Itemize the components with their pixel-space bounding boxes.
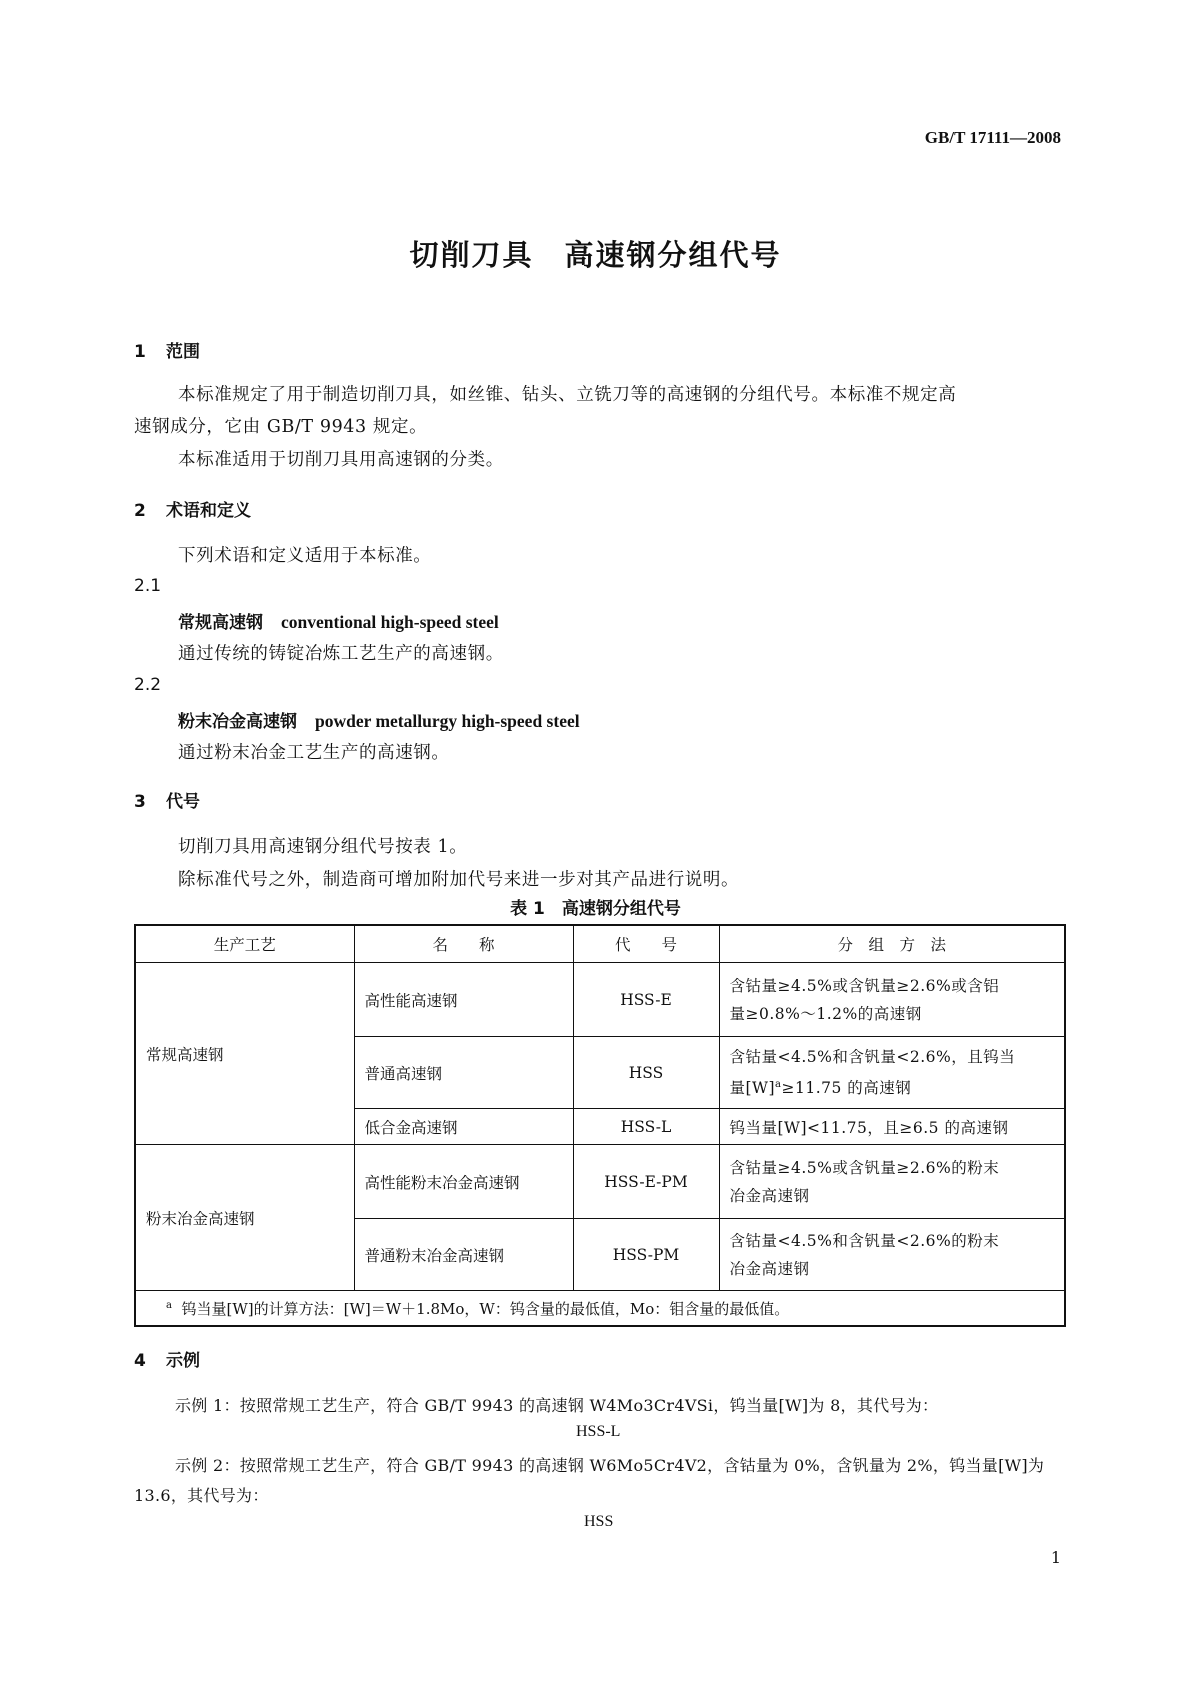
standard-number: GB/T 17111—2008 [924, 128, 1061, 147]
method-line: 含钴量≥4.5%或含钒量≥2.6%或含铝 [729, 976, 1000, 995]
method-cell: 钨当量[W]<11.75，且≥6.5 的高速钢 [719, 1109, 1065, 1145]
method-text: 量[W] [729, 1079, 776, 1098]
code-cell: HSS-E [573, 963, 719, 1037]
method-line: 含钴量≥4.5%或含钒量≥2.6%的粉末 [729, 1158, 1000, 1177]
section-number: 4 [134, 1351, 146, 1371]
name-cell: 低合金高速钢 [354, 1109, 573, 1145]
name-cell: 高性能高速钢 [354, 963, 573, 1037]
method-line [730, 1071, 1055, 1102]
table-footnote [135, 1291, 1065, 1327]
term-number-2-2: 2.2 [134, 675, 162, 695]
process-cell: 常规高速钢 [135, 963, 354, 1145]
method-cell [719, 963, 1065, 1037]
term-en: powder metallurgy high-speed steel [315, 711, 580, 731]
method-cell [719, 1145, 1065, 1219]
section-title: 代号 [166, 792, 200, 812]
code-cell: HSS [573, 1037, 719, 1109]
method-line: 冶金高速钢 [729, 1259, 810, 1278]
code-paragraph-2: 除标准代号之外，制造商可增加附加代号来进一步对其产品进行说明。 [178, 870, 740, 890]
section-4-heading [134, 1346, 200, 1371]
table-row [135, 1145, 1065, 1219]
scope-paragraph-line2: 速钢成分，它由 GB/T 9943 规定。 [134, 417, 428, 437]
section-title: 示例 [166, 1351, 200, 1371]
page-number: 1 [1050, 1548, 1061, 1567]
section-1-heading [134, 337, 200, 362]
term-zh: 常规高速钢 [178, 613, 263, 633]
section-number: 3 [134, 792, 146, 812]
term-zh: 粉末冶金高速钢 [178, 712, 297, 732]
method-line: 冶金高速钢 [729, 1186, 810, 1205]
example-1-code: HSS-L [576, 1423, 621, 1440]
footnote-ref: a [775, 1078, 782, 1090]
section-title: 范围 [166, 342, 200, 362]
header-process: 生产工艺 [135, 925, 354, 963]
method-line: 量≥0.8%～1.2%的高速钢 [729, 1004, 922, 1023]
scope-paragraph-line1: 本标准规定了用于制造切削刀具，如丝锥、钻头、立铣刀等的高速钢的分组代号。本标准不规定高 [178, 385, 957, 405]
section-number: 2 [134, 501, 146, 521]
process-cell: 粉末冶金高速钢 [135, 1145, 354, 1291]
header-name: 名 称 [354, 925, 573, 963]
example-2-line1: 示例 2：按照常规工艺生产，符合 GB/T 9943 的高速钢 W6Mo5Cr4V2，含钴量为 0%，含钒量为 2%，钨当量[W]为 [175, 1456, 1045, 1475]
section-number: 1 [134, 342, 146, 362]
method-line: 含钴量<4.5%和含钒量<2.6%，且钨当 [729, 1047, 1016, 1066]
code-cell: HSS-E-PM [573, 1145, 719, 1219]
method-cell [719, 1219, 1065, 1291]
name-cell: 普通高速钢 [354, 1037, 573, 1109]
name-cell: 高性能粉末冶金高速钢 [354, 1145, 573, 1219]
example-2-line2: 13.6，其代号为： [134, 1486, 269, 1505]
table-caption: 表 1 高速钢分组代号 [510, 899, 681, 919]
method-text: ≥11.75 的高速钢 [781, 1079, 912, 1098]
example-1: 示例 1：按照常规工艺生产，符合 GB/T 9943 的高速钢 W4Mo3Cr4VSi，钨当量[W]为 8，其代号为： [175, 1396, 939, 1415]
page-title: 切削刀具 高速钢分组代号 [409, 238, 782, 272]
term-en: conventional high-speed steel [281, 612, 499, 632]
term-2-2 [178, 707, 580, 732]
term-2-2-definition: 通过粉末冶金工艺生产的高速钢。 [178, 743, 450, 763]
classification-table [134, 924, 1066, 1327]
section-3-heading [134, 787, 200, 812]
term-2-1 [178, 608, 499, 633]
footnote-text: 钨当量[W]的计算方法：[W]＝W＋1.8Mo，W：钨含量的最低值，Mo：钼含量的最低值。 [181, 1299, 790, 1318]
term-2-1-definition: 通过传统的铸锭冶炼工艺生产的高速钢。 [178, 644, 504, 664]
method-line: 含钴量<4.5%和含钒量<2.6%的粉末 [729, 1231, 1000, 1250]
section-title: 术语和定义 [166, 501, 251, 521]
table-header-row [135, 925, 1065, 963]
method-cell [719, 1037, 1065, 1109]
code-cell: HSS-L [573, 1109, 719, 1145]
header-code: 代 号 [573, 925, 719, 963]
table-footnote-row [135, 1291, 1065, 1327]
header-method: 分 组 方 法 [719, 925, 1065, 963]
table-row [135, 963, 1065, 1037]
code-cell: HSS-PM [573, 1219, 719, 1291]
code-paragraph-1: 切削刀具用高速钢分组代号按表 1。 [178, 837, 468, 857]
example-2-code: HSS [584, 1513, 614, 1530]
footnote-mark: a [166, 1299, 172, 1311]
section-2-heading [134, 496, 251, 521]
terms-intro: 下列术语和定义适用于本标准。 [178, 546, 432, 566]
term-number-2-1: 2.1 [134, 576, 162, 596]
scope-paragraph-2: 本标准适用于切削刀具用高速钢的分类。 [178, 450, 504, 470]
name-cell: 普通粉末冶金高速钢 [354, 1219, 573, 1291]
